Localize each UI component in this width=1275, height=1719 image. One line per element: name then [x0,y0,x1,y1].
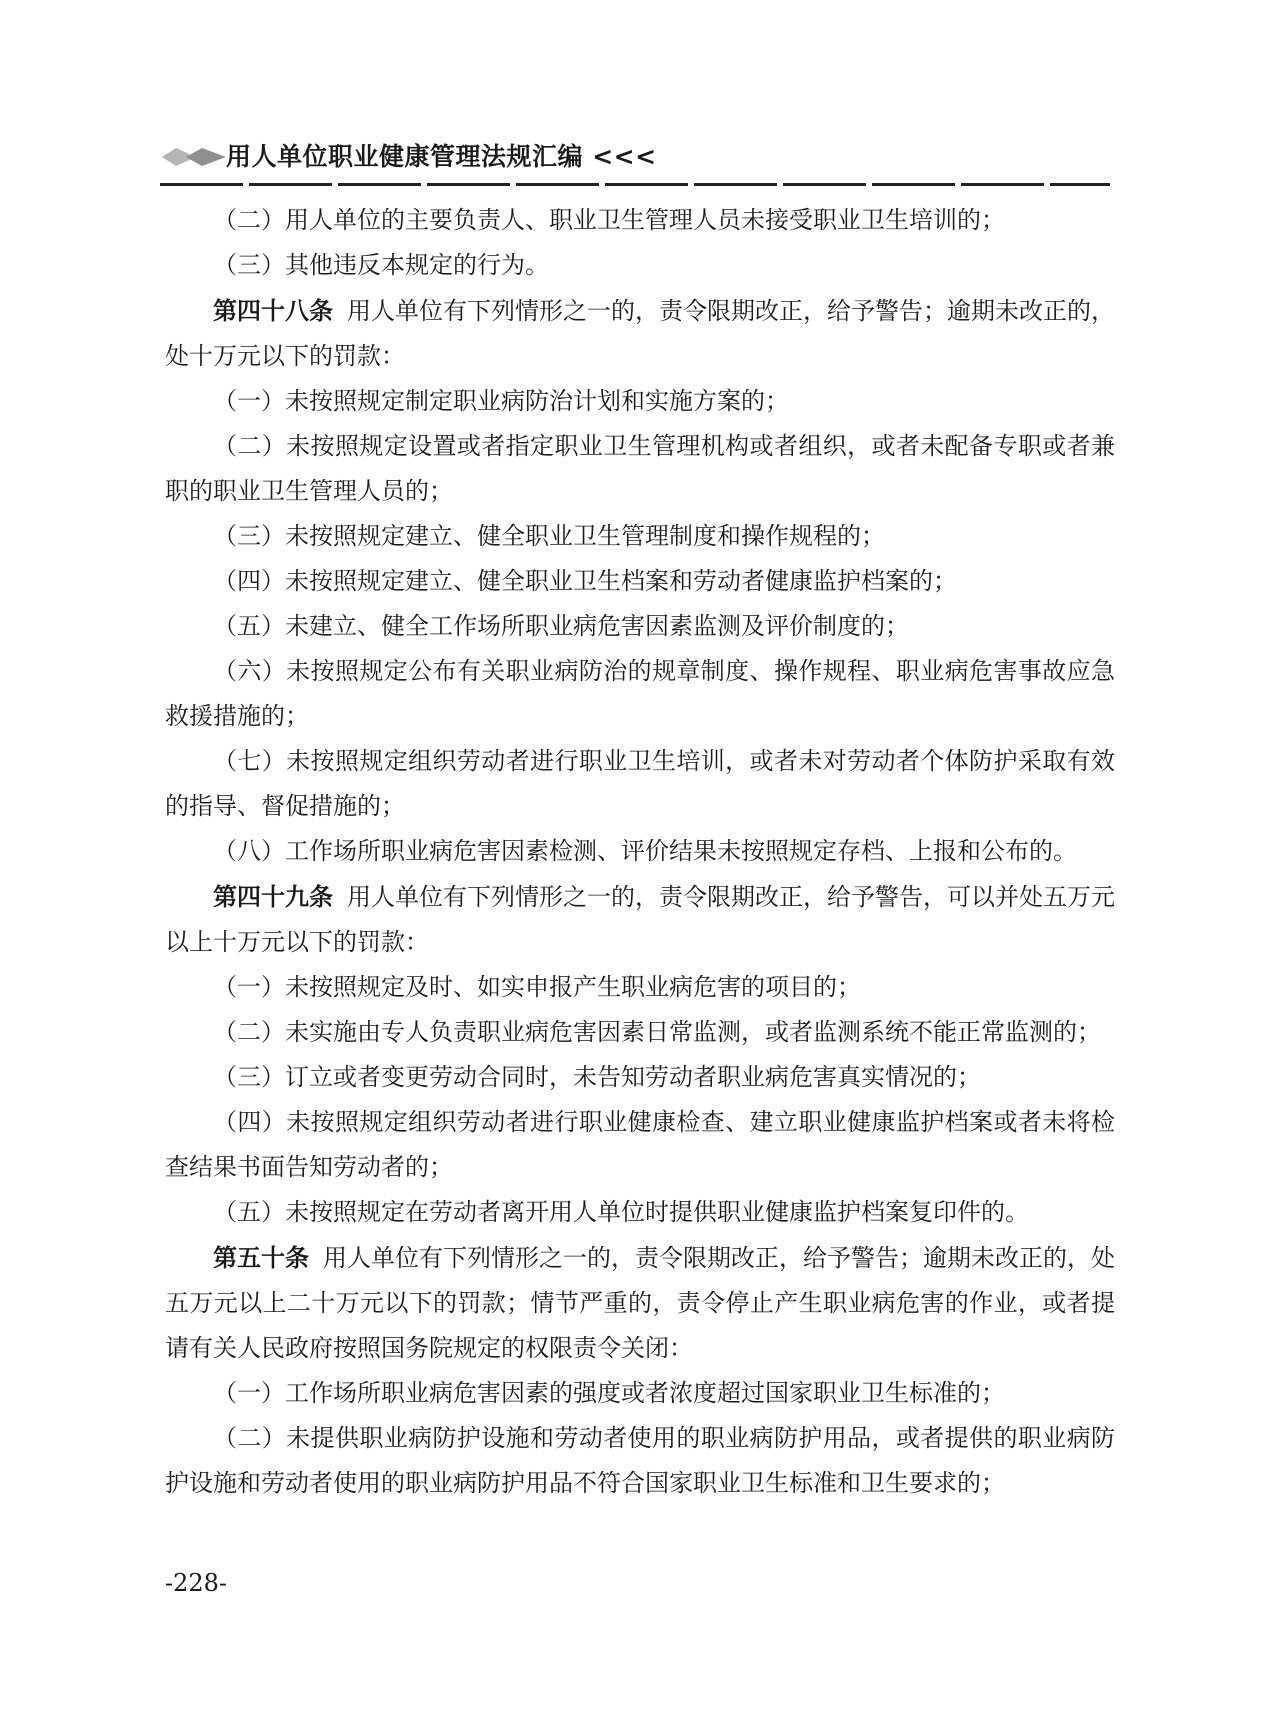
paragraph-text: （三）订立或者变更劳动合同时，未告知劳动者职业病危害真实情况的； [213,1063,981,1091]
paragraph-text: （一）未按照规定制定职业病防治计划和实施方案的； [213,387,789,415]
article-paragraph [165,1235,1115,1371]
clause-paragraph [165,514,1115,559]
paragraph-text: 用人单位有下列情形之一的，责令限期改正，给予警告，可以并处五万元以上十万元以下的罚款： [165,883,1115,956]
article-paragraph [165,288,1115,379]
paragraph-text: （八）工作场所职业病危害因素检测、评价结果未按照规定存档、上报和公布的。 [213,837,1077,865]
clause-paragraph [165,739,1115,829]
paragraph-text: （一）未按照规定及时、如实申报产生职业病危害的项目的； [213,973,861,1001]
article-number: 第四十八条 [213,296,333,325]
paragraph-text: （六）未按照规定公布有关职业病防治的规章制度、操作规程、职业病危害事故应急救援措施的； [165,657,1115,730]
clause-paragraph [165,1416,1115,1506]
clause-paragraph [165,1190,1115,1235]
clause-paragraph [165,1371,1115,1416]
clause-paragraph [165,829,1115,874]
article-paragraph [165,874,1115,965]
clause-paragraph [165,243,1115,288]
paragraph-text: 用人单位有下列情形之一的，责令限期改正，给予警告；逾期未改正的，处五万元以上二十万元以下的罚款；情节严重的，责令停止产生职业病危害的作业，或者提请有关人民政府按照国务院规定的权限责令关闭： [165,1244,1115,1362]
clause-paragraph [165,649,1115,739]
page-number: -228- [165,1569,228,1597]
header-dashed-rule [160,183,1110,186]
paragraph-text: （四）未按照规定建立、健全职业卫生档案和劳动者健康监护档案的； [213,567,957,595]
body-text [165,198,1115,1506]
paragraph-text: （一）工作场所职业病危害因素的强度或者浓度超过国家职业卫生标准的； [213,1379,1005,1407]
paragraph-text: （七）未按照规定组织劳动者进行职业卫生培训，或者未对劳动者个体防护采取有效的指导、督促措施的； [165,747,1115,820]
clause-paragraph [165,379,1115,424]
paragraph-text: （三）其他违反本规定的行为。 [213,251,549,279]
paragraph-text: （四）未按照规定组织劳动者进行职业健康检查、建立职业健康监护档案或者未将检查结果书面告知劳动者的； [165,1108,1115,1181]
clause-paragraph [165,965,1115,1010]
article-number: 第四十九条 [213,882,333,911]
paragraph-text: （五）未按照规定在劳动者离开用人单位时提供职业健康监护档案复印件的。 [213,1198,1029,1226]
running-header [160,139,1110,189]
paragraph-text: （二）未提供职业病防护设施和劳动者使用的职业病防护用品，或者提供的职业病防护设施和劳动者使用的职业病防护用品不符合国家职业卫生标准和卫生要求的； [165,1424,1115,1497]
clause-paragraph [165,1010,1115,1055]
double-diamond-icon [162,146,228,168]
paragraph-text: 用人单位有下列情形之一的，责令限期改正，给予警告；逾期未改正的，处十万元以下的罚款： [165,297,1115,370]
clause-paragraph [165,1055,1115,1100]
article-number: 第五十条 [213,1243,309,1272]
header-title: 用人单位职业健康管理法规汇编 <<< [226,142,657,171]
paragraph-text: （三）未按照规定建立、健全职业卫生管理制度和操作规程的； [213,522,885,550]
clause-paragraph [165,198,1115,243]
paragraph-text: （二）未按照规定设置或者指定职业卫生管理机构或者组织，或者未配备专职或者兼职的职业卫生管理人员的； [165,432,1115,505]
clause-paragraph [165,424,1115,514]
clause-paragraph [165,604,1115,649]
paragraph-text: （五）未建立、健全工作场所职业病危害因素监测及评价制度的； [213,612,909,640]
paragraph-text: （二）未实施由专人负责职业病危害因素日常监测，或者监测系统不能正常监测的； [213,1018,1101,1046]
paragraph-text: （二）用人单位的主要负责人、职业卫生管理人员未接受职业卫生培训的； [213,206,1005,234]
clause-paragraph [165,559,1115,604]
clause-paragraph [165,1100,1115,1190]
